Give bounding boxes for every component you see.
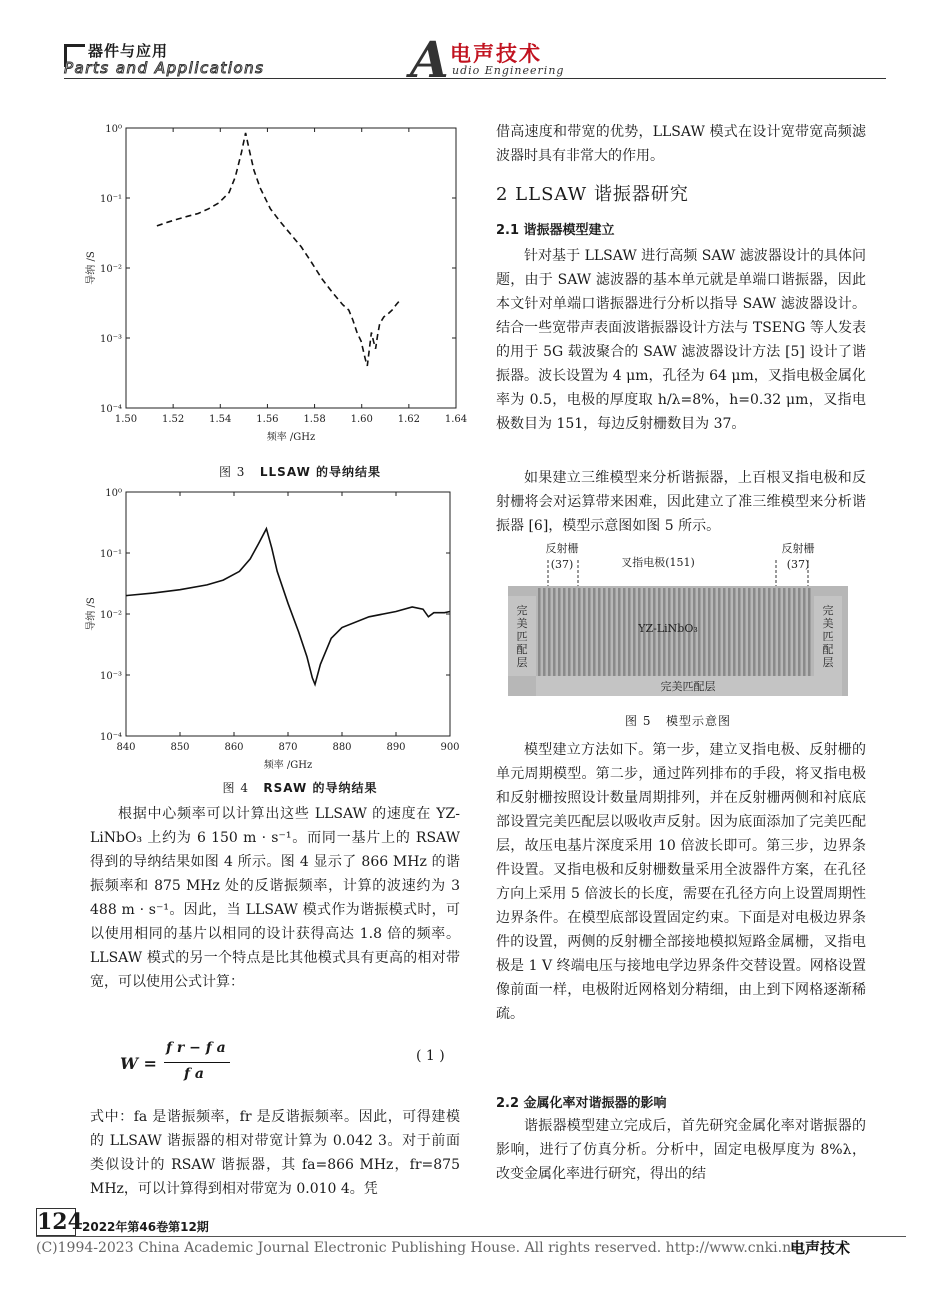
x-axis-label: 频率 /GHz bbox=[263, 760, 313, 770]
journal-logo-title: 电声技术 bbox=[450, 42, 542, 66]
electrode-finger bbox=[733, 588, 736, 676]
reflector-left-count: (37) bbox=[550, 558, 574, 571]
x-tick-label: 860 bbox=[224, 742, 244, 753]
y-tick-label: 10⁻³ bbox=[99, 671, 122, 682]
reflector-right-count: (37) bbox=[786, 558, 810, 571]
x-tick-label: 890 bbox=[386, 742, 406, 753]
pml-right-label bbox=[823, 604, 834, 669]
pml-label-char: 配 bbox=[516, 643, 528, 656]
electrode-finger bbox=[628, 588, 631, 676]
electrode-finger bbox=[778, 588, 781, 676]
pml-label-char: 层 bbox=[516, 656, 528, 669]
pml-label-char: 完 bbox=[516, 604, 528, 617]
admittance-series-line bbox=[157, 133, 400, 366]
y-tick-label: 10⁰ bbox=[105, 488, 122, 499]
electrode-finger bbox=[593, 588, 596, 676]
x-tick-label: 1.50 bbox=[114, 414, 138, 425]
pml-label-char: 层 bbox=[822, 656, 834, 669]
x-tick-label: 900 bbox=[440, 742, 460, 753]
x-tick-label: 880 bbox=[332, 742, 352, 753]
figure-4-caption-number: 图 4 bbox=[222, 781, 249, 795]
y-tick-label: 10⁻² bbox=[99, 264, 122, 275]
right-paragraph-0 bbox=[496, 120, 866, 168]
y-tick-label: 10⁰ bbox=[105, 124, 122, 135]
electrode-finger bbox=[763, 588, 766, 676]
left-paragraph-1-text: 根据中心频率可以计算出这些 LLSAW 的速度在 YZ-LiNbO₃ 上约为 6 150 m · s⁻¹。而同一基片上的 RSAW 得到的导纳结果如图 4 所示。图 4 显示了 866 MHz 的谐振频率和 875 MHz 处的反谐振频率，计算的波速约为 3 488 m · s⁻¹。因此，当 LLSAW 模式作为谐振模式时，可以使用相同的基片以相同的设计获得高达 1.8 倍的频率。LLSAW 模式的另一个特点是比其他模式具有更高的相对带宽，可以使用公式计算： bbox=[90, 806, 460, 990]
equation-lhs: W = bbox=[120, 1054, 157, 1073]
electrode-finger bbox=[538, 588, 541, 676]
electrode-finger bbox=[633, 588, 636, 676]
right-paragraph-0-text: 借高速度和带宽的优势，LLSAW 模式在设计宽带宽高频滤波器时具有非常大的作用。 bbox=[496, 124, 866, 164]
y-tick-label: 10⁻² bbox=[99, 610, 122, 621]
figure-4-chart bbox=[80, 480, 470, 770]
electrode-finger bbox=[588, 588, 591, 676]
header-rule bbox=[64, 78, 886, 79]
electrode-finger bbox=[558, 588, 561, 676]
electrode-finger bbox=[728, 588, 731, 676]
equation-1 bbox=[120, 1040, 460, 1092]
electrode-finger bbox=[713, 588, 716, 676]
left-paragraph-2-text: 式中：fa 是谐振频率，fr 是反谐振频率。因此，可得建模的 LLSAW 谐振器的相对带宽计算为 0.042 3。对于前面类似设计的 RSAW 谐振器，其 fa=866 MHz，fr=875 MHz，可以计算得到相对带宽为 0.010 4。凭 bbox=[90, 1109, 460, 1197]
x-tick-label: 1.56 bbox=[256, 414, 279, 425]
electrode-finger bbox=[583, 588, 586, 676]
electrode-finger bbox=[808, 588, 811, 676]
x-tick-label: 1.64 bbox=[444, 414, 468, 425]
right-paragraph-2-text: 如果建立三维模型来分析谐振器，上百根叉指电极和反射栅将会对运算带来困难，因此建立了准三维模型来分析谐振器 [6]，模型示意图如图 5 所示。 bbox=[496, 470, 866, 534]
electrode-finger bbox=[708, 588, 711, 676]
electrode-finger bbox=[573, 588, 576, 676]
y-tick-label: 10⁻¹ bbox=[99, 549, 122, 560]
electrode-finger bbox=[598, 588, 601, 676]
x-tick-label: 850 bbox=[170, 742, 190, 753]
right-paragraph-1-text: 针对基于 LLSAW 进行高频 SAW 滤波器设计的具体问题，由于 SAW 滤波器的基本单元就是单端口谐振器，因此本文针对单端口谐振器进行分析以指导 SAW 滤波器设计。结合一些宽带声表面波谐振器设计方法与 TSENG 等人发表的用于 5G 载波聚合的 SAW 滤波器设计方法 [5] 设计了谐振器。波长设置为 4 μm，孔径为 64 μm，叉指电极金属化率为 0.5，电极的厚度取 h/λ=8%，h=0.32 μm，叉指电极数目为 151，每边反射栅数目为 37。 bbox=[496, 248, 866, 432]
equation-numerator: f r − f a bbox=[166, 1040, 226, 1056]
y-tick-label: 10⁻⁴ bbox=[99, 732, 122, 743]
pml-label-char: 美 bbox=[516, 617, 528, 630]
equation-denominator: f a bbox=[184, 1066, 204, 1082]
figure-4-caption bbox=[150, 779, 450, 796]
header-section-subtitle: Parts and Applications bbox=[64, 59, 265, 77]
y-tick-label: 10⁻¹ bbox=[99, 194, 122, 205]
left-paragraph-1 bbox=[90, 802, 460, 994]
journal-logo-subtitle: udio Engineering bbox=[452, 64, 565, 77]
figure-3-caption-text: LLSAW 的导纳结果 bbox=[259, 465, 381, 479]
plot-frame bbox=[126, 128, 456, 408]
electrode-finger bbox=[748, 588, 751, 676]
electrode-finger bbox=[543, 588, 546, 676]
electrode-finger bbox=[753, 588, 756, 676]
reflector-left-label: 反射栅 bbox=[545, 542, 579, 555]
electrode-finger bbox=[803, 588, 806, 676]
right-paragraph-3-text: 模型建立方法如下。第一步，建立叉指电极、反射栅的单元周期模型。第二步，通过阵列排布的手段，将叉指电极和反射栅按照设计数量周期排列，并在反射栅两侧和衬底底部设置完美匹配层以吸收声反射。因为底面添加了完美匹配层，故压电基片深度采用 10 倍波长即可。第三步，边界条件设置。叉指电极和反射栅数量采用全波器件方案，在孔径方向上采用 5 倍波长的长度，需要在孔径方向上设置周期性边界条件。在模型底部设置固定约束。下面是对电极边界条件的设置，两侧的反射栅全部接地模拟短路金属栅，叉指电极是 1 V 终端电压与接地电学边界条件交替设置。网格设置像前面一样，电极附近网格划分精细，由上到下网格逐渐稀疏。 bbox=[496, 742, 866, 1022]
issue-info: 2022年第46卷第12期 bbox=[82, 1220, 209, 1234]
figure-5-diagram bbox=[508, 538, 848, 708]
electrode-finger bbox=[758, 588, 761, 676]
journal-logo-letter: A bbox=[410, 30, 449, 89]
reflector-right-label: 反射栅 bbox=[781, 542, 815, 555]
y-tick-label: 10⁻³ bbox=[99, 334, 122, 345]
copyright-notice: (C)1994-2023 China Academic Journal Electronic Publishing House. All rights reserved. http://www.cnki.net bbox=[36, 1240, 806, 1256]
electrode-finger bbox=[738, 588, 741, 676]
electrode-finger bbox=[773, 588, 776, 676]
electrode-finger bbox=[608, 588, 611, 676]
figure-3-chart bbox=[80, 110, 470, 460]
right-paragraph-4 bbox=[496, 1114, 866, 1186]
footer-journal-logo: 电声技术 bbox=[790, 1239, 851, 1257]
admittance-series-line bbox=[126, 529, 450, 685]
electrode-finger bbox=[698, 588, 701, 676]
subsection-2-1-heading: 2.1 谐振器模型建立 bbox=[496, 223, 615, 238]
right-paragraph-4-text: 谐振器模型建立完成后，首先研究金属化率对谐振器的影响，进行了仿真分析。分析中，固定电极厚度为 8%λ，改变金属化率进行研究，得出的结 bbox=[496, 1118, 866, 1182]
electrode-finger bbox=[718, 588, 721, 676]
subsection-2-2-heading: 2.2 金属化率对谐振器的影响 bbox=[496, 1096, 667, 1111]
electrode-finger bbox=[743, 588, 746, 676]
figure-4-caption-text: RSAW 的导纳结果 bbox=[263, 781, 378, 795]
right-paragraph-2 bbox=[496, 466, 866, 538]
x-axis-label: 频率 /GHz bbox=[266, 432, 316, 443]
electrode-finger bbox=[563, 588, 566, 676]
figure-3-caption-number: 图 3 bbox=[218, 465, 246, 479]
x-tick-label: 1.60 bbox=[350, 414, 373, 425]
section-2-heading: 2 LLSAW 谐振器研究 bbox=[496, 184, 689, 205]
pml-label-char: 匹 bbox=[516, 630, 528, 643]
right-paragraph-1 bbox=[496, 244, 866, 436]
pml-label-char: 配 bbox=[822, 643, 834, 656]
x-tick-label: 1.62 bbox=[397, 414, 420, 425]
electrode-finger bbox=[603, 588, 606, 676]
figure-5-caption-text: 模型示意图 bbox=[665, 714, 731, 728]
electrode-finger bbox=[568, 588, 571, 676]
pml-label-char: 完 bbox=[822, 604, 834, 617]
electrode-finger bbox=[623, 588, 626, 676]
footer-rule bbox=[36, 1236, 906, 1237]
figure-5-caption-number: 图 5 bbox=[625, 714, 652, 728]
electrode-finger bbox=[793, 588, 796, 676]
x-tick-label: 840 bbox=[116, 742, 136, 753]
header-section-title: 器件与应用 bbox=[88, 42, 169, 60]
figure-5-caption bbox=[528, 712, 828, 729]
plot-frame bbox=[126, 492, 450, 736]
pml-bottom-label: 完美匹配层 bbox=[660, 680, 716, 693]
electrode-finger bbox=[783, 588, 786, 676]
equation-label: ( 1 ) bbox=[416, 1048, 445, 1064]
y-tick-label: 10⁻⁴ bbox=[99, 404, 122, 415]
electrode-finger bbox=[613, 588, 616, 676]
page-number: 124 bbox=[37, 1209, 83, 1235]
electrode-finger bbox=[578, 588, 581, 676]
electrode-finger bbox=[703, 588, 706, 676]
x-tick-label: 1.58 bbox=[303, 414, 326, 425]
left-paragraph-2 bbox=[90, 1105, 460, 1201]
electrode-finger bbox=[798, 588, 801, 676]
figure-3-caption bbox=[150, 463, 450, 480]
equation-fraction-bar bbox=[164, 1062, 230, 1063]
electrode-finger bbox=[618, 588, 621, 676]
idt-label: 叉指电极(151) bbox=[621, 556, 695, 569]
x-tick-label: 870 bbox=[278, 742, 298, 753]
pml-label-char: 匹 bbox=[822, 630, 834, 643]
x-tick-label: 1.52 bbox=[162, 414, 185, 425]
y-axis-label: 导纳 /S bbox=[86, 251, 97, 285]
electrode-finger bbox=[768, 588, 771, 676]
pml-label-char: 美 bbox=[822, 617, 834, 630]
substrate-label: YZ-LiNbO₃ bbox=[638, 622, 698, 635]
pml-left-label bbox=[517, 604, 528, 669]
x-tick-label: 1.54 bbox=[209, 414, 232, 425]
electrode-finger bbox=[723, 588, 726, 676]
y-axis-label: 导纳 /S bbox=[86, 597, 97, 631]
electrode-finger bbox=[788, 588, 791, 676]
electrode-finger bbox=[548, 588, 551, 676]
right-paragraph-3 bbox=[496, 738, 866, 1026]
electrode-finger bbox=[553, 588, 556, 676]
